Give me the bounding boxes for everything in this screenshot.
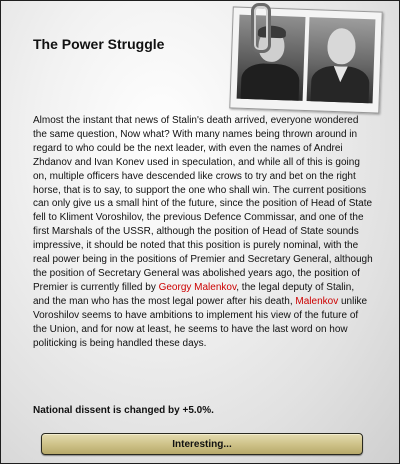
character-name-link: Georgy Malenkov bbox=[158, 281, 237, 293]
event-description bbox=[33, 114, 373, 350]
paperclip-icon bbox=[251, 3, 271, 53]
portrait-body bbox=[240, 63, 299, 101]
description-text: unlike Voroshilov seems to have ambitions to implement his view of the future of the Union, and for now at least, he seems to have the last word on how politicking is being handled these days. bbox=[33, 295, 368, 349]
portrait-photo-left bbox=[237, 15, 306, 101]
portrait-head bbox=[327, 28, 356, 65]
portrait-photo-right bbox=[307, 17, 376, 103]
interesting-button[interactable]: Interesting... bbox=[41, 433, 363, 455]
description-text: Almost the instant that news of Stalin's death arrived, everyone wondered the same question, Now what? With many names being thrown around in regard to who could be the next leader, with even the names of Andrei Zhdanov and Ivan Konev used in speculation, and while all of this is going on, multiple officers have descended like crows to try and bet on the right horse, that is to say, to support the one who shall win. The current positions can only give us a small hint of the future, since the position of Head of State fell to Kliment Voroshilov, the previous Defence Commissar, and one of the first Marshals of the USSR, although the position of Head of State sounds impressive, it should be noted that this position is purely nominal, with the real power being in the positions of Premier and Secretary General, although the position of Secretary General was abolished years ago, the position of Premier is currently filled by bbox=[33, 115, 373, 293]
character-name-link: Malenkov bbox=[295, 295, 339, 307]
description-text: , the legal deputy of Stalin, and the man who has the most legal power after his death, bbox=[33, 281, 355, 307]
event-effect: National dissent is changed by +5.0%. bbox=[33, 405, 214, 416]
event-title: The Power Struggle bbox=[33, 36, 165, 52]
